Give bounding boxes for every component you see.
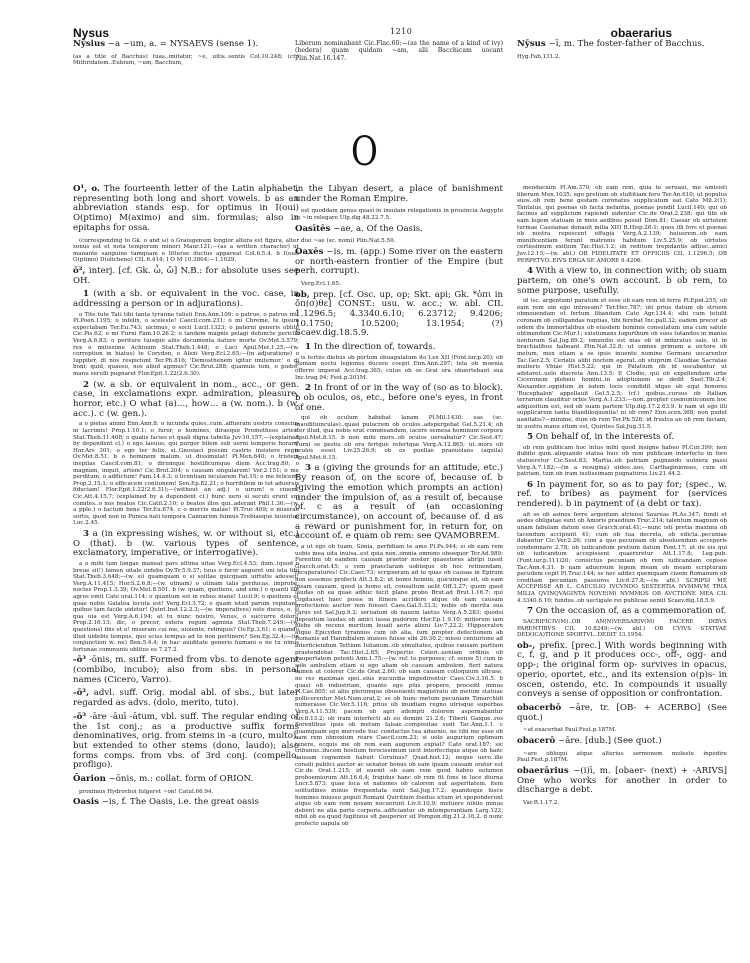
citations: a o pietas animi Enn.Ann.8; o iucunda quies..cum..affueram uestris conscius in lacrimis! Prop.1.10.1; o furor, o homines, diraeque Prometheos artes! Stat.Theb.11.468; o qualis facies et quali digna tabella Juv.10.157;—(explained by dependent cl.) o ego laeuus, qui purgor bilem sub uerni temporis horam! Hor.Ars 301; o ego ter felix, si..Gnosiaci possim castris insistere regis Ov.Met.8.51. b o hominem malum, ut dissimulat! Pl.Men.640; o tristem ineptias Caecil.com.81; o dirumque hostificumque diem Acc.trag.80; o magnam, inquit, artem! Cic.Brut.204; o causam singularem! Ver.2.151; o me perditum, o adflictum! Fam.14.4.3; o licentiam iocularem Fat.15; o me felicem! Prop.2.15.1; o efficacem contionem! Sen.Ep.82.21; o horribilem in tot aduersis fiduciam! Flor.Epit.1.22(2.6.31);—(without an adj.) o uirum! o ciuem! Cic.Att.4.15.7; (explained by a dependent cl.) hunc uero si secuti erunt sui comites..o nos beatos Cic.Catil.2.10; o beatos illos qui..aderant Phil.1.36;—(w. a pple.) o factum bene Ter.Eu.674. c o mercis malae! Pl.Truc.409; o miserae sortis, quod non in Punica nati tempora Cannarum fuimus Trebiaeque iuuentus Luc.2.45. <box>73 421 299 527</box>
definition: ~a ~um, a. = NYSAEVS (sense 1). <box>105 39 259 49</box>
definition: interj. [cf. Gk. ὦ, ὤ] N.B.: for absolute uses see OH. <box>73 265 299 286</box>
sense-number: 1 <box>83 289 89 300</box>
sense-number: 3 <box>305 463 311 474</box>
headword: ō², <box>73 265 86 276</box>
sense-7 <box>517 607 727 617</box>
entry-oarion <box>73 775 299 785</box>
top-column-2 <box>295 40 503 65</box>
sense-2 <box>295 384 503 413</box>
citations: qui ob oculum habebat lanam Pl.Mil.1430; eas (sc. inauditiunculas)..quasi pulucrem ob oculos..adspergebat Gel.5.21.4; ob iter illud, qua nobis erat commeandum, iacere semesa hominum corpora Apul.Met.8.15. b non mihi mors..ob oculos uersabatur? Cic.Sest.47; Turni se pestis ob ora fertque refertque Verg.A.12.865; ut..mors ob oculos esset Liv.25.26.9; ob os puellae praeuolans (aquila) Apul.Met.6.15. <box>295 415 503 461</box>
citations: Liberum nominabant Cic.Flac.60;—(as the name of a kind of ivy) (hedera) quam quidam ~am, alii Bacchicam uocant Plin.Nat.16.147. <box>295 40 503 62</box>
sense-number: 1 <box>305 342 311 353</box>
sense-number: 7 <box>527 606 533 617</box>
sense-text: In front of or in the way of (so as to block). b ob oculos, os, etc., before one's eyes, in front of one. <box>295 383 503 413</box>
entry-o-verbal-suffix <box>73 713 299 771</box>
headword: Oasītēs <box>295 223 331 234</box>
top-column-3 <box>517 40 727 63</box>
entry-ob-prefix <box>517 642 727 700</box>
column-1 <box>73 185 299 812</box>
oasis-continuation: in the Libyan desert, a place of banishment under the Roman Empire. <box>295 184 503 204</box>
sense-3 <box>73 530 299 559</box>
sense-1 <box>295 343 503 353</box>
sense-3 <box>295 464 503 542</box>
citations: a ut ego ob tuam, Simia, perfidiam te amo Pl.Ps.944; si ob eam rem uobis mea uita inuisa..est quia non..omnia omnino obsequor Ter.Ad.989; Ferentini ob eandem causam praetor noster quaestores abripi iussit Gracch.orat.45; o rem praeclaram uobisque ob hoc retinendam, recuperatores! Cic.Caec.73; scripseram ad te quas ob causas in Epirum non essemus profecti Att.3.8.2; ut homo homini, quicumque sit, ob eam ipsam causam, quod is homo sit, consultum uelit Off.3.27; quem quod laudas ob ea quae adhuc fecit plane probo Brut.ad Brut.1.16.7; qui cogitasset haec posse in itinere accidere atque ob eam causam profectionis auctor non fuisset Caes.Gal.5.33.2; nobis ob merita sua carus est Sal.Jug.9.2; seruatum ob nauem laetus Verg.A.5.283; quodsi depositum laudas ob amici iussa pudorem Hor.Ep.1.9.10; mitiorem iam plebe ob recens meritum leuati aeris alieni Liv.7.22.2; Hippocraten atque Epicyden tyrannos cum ob alia, tum propter defectionem ab Romanis ad Hannibalem inuisos fuisse sibi 26.30.2; misso centurione ad interficiendum Tettium Iulianum..ob simultates, quibus causam partium praetendebat Tac.Hist.2.85; Propertio Celeri..ueniam ordinis ob paupertatem petenti Ann.1.75;—(w. ref. to purposes; cf. sense 5) cum in sole ambulem etiam si ego aliam ob causam ambulem, fieri natura tamen ut colorer Cic.de Orat.2.60; ob eam causam colloquium ultrase, ne res maximae spei..eius iracundia impedirentur Caes.Civ.3.16.5. b quasi ob industriam, quanto ego plus propero, procedit minus Pl.Cas.805; ut aliis plerumque obuenienti magistratu ob metum statuae pollicerentur Met.Num.orat.2; se ob hunc metum pecuniam Timarchidi numerasse Cic.Ver.5.116; prius ob inuidiam regno utrisque superbas Verg.A.11.539; pacem ob agri adempti dolorem aspernabantur Liv.8.13.2; ob iram interfecti ab eo domini 21.2.6; Tiberii Gaique..res florentibus ipsis ob metum falsae..compositae sunt Tac.Ann.1.1. c quamquam ego mercede huc conductus tua aduenio, ne tibi me esse ob eam rem obnoxium reare Caecil.com.23; si uolo augurium optimum tenere, ecquis me ob rem eam augurem expiat? Cato orat.187; sic tribunus..ducem hostium ferocissimum uicit interfecitque atque ob hanc causam cognomen habuit Coruinus? Quad.hist.12; neque uero..ille consili publici auctor ac senator bonus ob eam ipsam causam orator est Cic.de Orat.1.215; id euenit ob eam rem quod habeo uolumen proboemiorum Att.16.6.4; frigidus hanc ob rem fit fons in luce diurna Lucr.5.873; quae loca et nationes ob calorem aut asperitatem, item solitudines minus frequentata sunt Sal.Jug.17.2; quandoque hisce homines iniussu populi Romani Quiritium foedus ictum iri spoponderunt atque ob eam rem noxam nocuerunt Liv.9.10.9; metuere nihilo minus debent ne alia parte corporis..adficiantur ob intemperantiam Larg.122; nihil ob ea quod fugitiuus sit pauperior sit Pompon.dig.21.2.16.2. d nunc profecto uapula ob <box>295 544 503 828</box>
section-letter-heading: O <box>351 129 378 175</box>
definition: ~(i)ī, m. [obaer- (next) + -ARIVS] One who works for another in order to discharge a debt. <box>517 765 727 796</box>
citations: ~at exacerbat Paul.Fest.p.187M. <box>523 727 617 734</box>
definition: -āre -āuī -ātum, vbl. suff. The regular ending of the 1st conj.; as a productive suffix forms denominatives, orig. from stems in -a (curo, multo), but extended to other stems (dono, laudo); also forms comps. from vbs. of 3rd conj. (compello, profligo). <box>73 711 299 771</box>
sense-number: 4 <box>527 266 533 277</box>
citations: duo ~ae (sc. nomi) Plin.Nat.5.50. <box>301 238 396 245</box>
citations: mendacium Pl.Am.370; ob eam rem, quia te seruaui, me amisisti liberum Men.1035; ego pretium ob stultitiam fero Ter.An.610; ut populus suos..ob rem bene gestam coronatus supplicatum eat Cato Mil.2(1); Tantalus, qui poenas ob facta nefantia, poenas pendit Lucil.140; qui ob facinus ad supplicium rapiendi uidentur Cic.de Orat.2.238; qui tibi ob eam legem statuam in meis aedibus posuit Dom.81; Caesar ob uirtutem turmae Cassianae donauit milia XIII B.Hisp.26.1; quos illi fors et poenas ob nostra reposcent effugia Verg.A.2.139; huiusrem..ob eam munificentiam ferunt matronis habitum Liv.5.25.9; ob uirtutes certissimum exitium Tac.Hist.1.2; ob reditum trepidantis adhuc..amici Juv.12.15;—(w. abl.) OB FIDELITATE ET OFFICIIS CIL 1.1296.5; OB PERPETVO..EIVS ERGA SE AMORE 9.4206. <box>517 185 727 264</box>
headword: -ō², <box>73 688 90 699</box>
headword: obacerō <box>517 735 556 746</box>
sense-number: 5 <box>527 432 533 443</box>
definition: prefix. [prec.] With words beginning with c, f, g, and p it produces occ-, off-, ogg- and opp-; the original form op- survives in opacus, operio, oportet, etc., and its extension o(p)s- in oscen, ostendo, etc. In compounds it usually conveys a sense of opposition or confrontation. <box>517 640 727 700</box>
headword: obaerārius <box>517 765 569 776</box>
sense-text: With a view to, in connection with; ob suam partem, on one's own account. b ob rem, to some purpose, usefully. <box>517 266 727 296</box>
definition: ~āre, tr. [OB- + ACERBO] (See quot.) <box>517 702 727 723</box>
headword: Ōarion <box>73 774 106 785</box>
definition: ~ī, m. The foster-father of Bacchus. <box>545 39 705 49</box>
sense-text: On the occasion of, as a commemoration of. <box>532 606 727 617</box>
entry-o2-interj <box>73 267 299 286</box>
guide-word-left: Nysus <box>73 26 110 40</box>
sense-text: a (in expressing wishes, w. or without si, etc.) O (that). b (w. various types of sentence, exclamatory, imperative, or interrogative). <box>73 528 299 559</box>
column-2 <box>295 185 503 831</box>
citations: Var.R.1.17.2. <box>523 799 560 806</box>
definition: ~ae, a. Of the Oasis. <box>330 223 423 234</box>
sense-1 <box>73 290 299 309</box>
entry-obaerarius <box>517 767 727 796</box>
citations: ~are obloqui atque alterius sermonem moleste inpedire Paul.Fest.p.187M. <box>517 750 727 764</box>
sense-text: In payment for, so as to pay for; (spec., w. ref. to bribes) as payment for (services rendered). b in payment of (a debt or tax). <box>517 479 727 510</box>
sense-2 <box>73 381 299 420</box>
entry-nysius <box>73 40 299 50</box>
sense-text: a (giving the grounds for an attitude, etc.) By reason of, on the score of, because of. b (giving the emotion which prompts an action) under the impulsion of, as a result of, because of. c as a result of (an occasioning circumstance), on account of, because of. d as a reward or punishment for, in return for, on account of. e quam ob rem: see QVAMOBREM. <box>295 463 503 542</box>
entry-ob-prep <box>295 291 503 340</box>
entry-oasis <box>73 798 299 808</box>
definition: ~āre. [dub.] (See quot.) <box>555 735 662 746</box>
entry-oasites <box>295 225 503 235</box>
entry-oaxes <box>295 248 503 277</box>
entry-o-noun-suffix <box>73 656 299 685</box>
sense-number: 2 <box>83 379 89 390</box>
definition: The fourteenth letter of the Latin alphabet, representing both long and short vowels. b as an abbreviation stands esp. for optimus in I(oui) O(ptimo) M(aximo) and sim. formulas; also in epitaphs for ossa. <box>73 184 300 233</box>
citations: ob rem publicam hoc intus mihi quod insigne habeo Pl.Cur.399; non dubito quin..aliquando statua huic ob rem publicam interfecto in foro statueretur Cic.Sest.83; Martia..ob patriam pugnando uulnera passi Verg.A.7.182;—(in a resugma) uideo..uos, Carthaginienses, cum ob patriam, tum ob iram iustissimam pugnaturos Liv.21.44.2. <box>517 444 727 478</box>
citations: Hyg.Fab.131.2. <box>517 53 561 60</box>
column-3 <box>517 185 727 810</box>
citations: a o mihi tum longae maneat pars ultima uitae Verg.Ecl.4.53; dum..(quod o breue sit!) lumen uitale uidebo Ov.Tr.5.9.37; tuus o furor auguret uni ista tibi Stat.Theb.3.648;—(w. si) quamquam o si solitae quicquam uirtutis adesset! Verg.A.11.415; Hor.S.2.6.8;—(w. utinam) o utinam talis perducas, improbe, noctes Prop.1.3.39; Ov.Met.8.501. b (w. quam, quotiens, and sim.) o quanti ille agros emit Cato orat.114; o quantum est in rebus inane! Lucil.9; o quotiens et quae nobis Galatea locuta est! Verg.Ecl.3.72; o quam istud parum reputant, quibus tam facile uidetur! Quint.Inst.12.2.3;—(w. imperatives) este duces, o, si qua uia est Verg.A.6.194; at tu nunc nostro, Venus, o succurre dolori! Prop.2.16.13; dic, o precor, extera regum agmina Stat.Theb.7.249;—(w. questions) ibis et o! miseram cui me, uiolente, relinquis? Ov.Ep.3.61; o quando illud uidebis tempus, quo scies tempus ad te non pertinere? Sen.Ep.32.4;—(in conjunction w. ne) Ben.5.4.4; in hac auiditate generis humani o ne tu nimis fortunae communis oblitus es 7.27.2. <box>73 561 299 653</box>
sense-number: 3 <box>83 528 89 539</box>
citations: (corresponding to Gk. o and ω) o Graiugenum longior altera est figura, alter sonus est et nota temporum minori Maur.121;—(as a written character) ut manante sanguine tamquam o litterae ductus appareat Col.6.5.4. b I(oui) O(ptimo) D(olicheno) CIL 6.414; I O M 10.3804;—1.1029. <box>73 237 299 264</box>
entry-nysus <box>517 40 727 50</box>
definition: ~is, m. (app.) Some river on the eastern or north-eastern frontier of the Empire (but perh. corrupt). <box>295 246 503 277</box>
citations: id (sc. argentum) paratum et esse ob eam rem id ferre Pl.Epid.255; ob eam rem uin ego introeam? Ter.Hec.787; uti prius datum ob struem obmouendam et fertum libandum Cato Agr.134.4; sibi cum tetulit coronam ob colligandas nuptias, tibi ferebat Inc.pall.32; eadem precor ab isdem dis immortalibus ob eiusdem hominis consulatum una cum salute obtinendum Cic.Mur.1; existumans Iugurthum ob suos tutandos in manus uenturum Sal.Jug.89.2; emundio est mas ob id induratus sale, ut in brachialibus habeant Plin.Nat.32.8; ut omnes primum a uictore ob metum, mox etiam a se ipsis inuento nomine Germani uocarentur Tac.Ger.2.5; Cerialis alibi noctem egerat..ob stuprum Claudiae Sacratae mulieris Vbiae Hist.5.22; qui in Palatium ob id uocabantur ut adstaret..uelo discreta Ann.13.5; P. Clodio, qui ob expellendum urbe Ciceronem plebeio homini..in adoptionem se dedit Suet.Tib.2.4; Alexander..oppidum in isdem locis condidit idque ob equi honores 'Bucephalon' appellauit Gel.5.2.5; (cf.) quibus..cursus ob Italiam terrarum clauditur orbis Verg.A.1.233;—non..propter coemuniiconem hoc adquisitum est, sed ob suam partem Ulp.dig.17.2.63.9. b nam ut ego illi supplicarem tanta blandiloquentia! ni ob rem? Enn.scen.368; non pudet uanitatis?—minime, dum ob rem Ter.Ph.526; id frustra an ob rem faciam, in uostra manu situm est, Quirites Sal.Jug.31.5. <box>517 298 727 430</box>
definition: ~ōnis, m.: collat. form of ORION. <box>105 774 254 785</box>
sense-4 <box>517 267 727 296</box>
sense-text: On behalf of, in the interests of. <box>532 432 675 443</box>
headword: obacerbō <box>517 702 562 713</box>
definition: -ōnis, m. suff. Formed from vbs. to denote agent (combibo, incubo); also from sbs. in personal names (Cicero, Varro). <box>73 655 299 685</box>
sense-text: (with a sb. or equivalent in the voc. case, in addressing a person or in adjurations). <box>73 289 299 309</box>
citations: (as a title of Bacchus) tuas..imitatur, ~e, uitis..sentis Col.10.248; (cf.) Mithridatem..Eubium, ~um, Bacchum, <box>73 53 299 67</box>
headword: ob-, <box>517 640 536 651</box>
guide-word-right: obaerarius <box>610 26 672 40</box>
definition: advl. suff. Orig. modal abl. of sbs., but later regarded as advs. (dolo, merito, tuto). <box>73 688 299 709</box>
citations: Verg.Ecl.1.65. <box>301 281 341 287</box>
sense-6 <box>517 481 727 510</box>
headword: -ō³ <box>73 711 87 722</box>
top-column-1 <box>73 40 299 70</box>
headword: ob, <box>295 289 310 300</box>
page-number: 1210 <box>390 27 413 36</box>
headword: Oasis <box>73 797 99 808</box>
headword: -ō³ <box>73 655 87 666</box>
sense-number: 2 <box>305 383 311 394</box>
citations: proximus Hydrochoi fulgeret ~on! Catul.66.94. <box>79 788 214 795</box>
headword: Nȳsius <box>73 39 106 49</box>
headword: Nȳsus <box>517 39 546 49</box>
sense-text: In the direction of, towards. <box>310 342 436 353</box>
citations: ait se ob asinos ferre argentum atriensi Saureas Pl.As.347; fundi et aedes obligatae sunt ob Amoris praedium Truc.214; talentum magnum ob unam fabulam datum esse Gracch.orat.41;—nunc isti pretia maxima ob tacendum accipiunt 41; cum ob tua decreta, ob edicta..pecuniae dabantur Cic.Ver.2.26; cum a quo pecuniam ob absoluendum acceperis condemnare 2.78; ob iudicandum pretium datum Font.17; ut de eis qui ob iudicandum accepissent quaereretur Att.1.17.8; Leg.pub.(Font.iur.p.111)20; conuictus pecuniam ob rem iudicandam cepisse Tac.Ann.4.31. b nam aduersum legem meam ob meam scripturam pecudem cepit Pl.Truc.144; se nec addici quemquam ciuem Romanum ob creditam pecuniam passuros Liv.6.27.8;—(w. abl.) SCRIPSI ME ACCEPISSE AB L. CAECILIO IVCVNDO SESTERTIA NVMMVM TRIA MILIA QVINQVAGINTA NOVE(M) NVMMOS OB AVCTIONE MEA CIL 4.3340.6.10; fundus..ob uectigale rei publicae ueniit Scaev.dig.18.5.9. <box>517 511 727 604</box>
sense-text: (w. a sb. or equivalent in nom., acc., or gen. case, in exclamations expr. admiration, pleasure, horror, etc.) O what (a)…, how… a (w. nom.). b (w. acc.). c (w. gen.). <box>73 379 299 419</box>
citations: SACRIFICIV(M)..OB AN(N)VERSARIV(M) FACERE DIBVS PARENTIBVS CIL 10.8249;—(w. abl.) OB CVIVS STATVAE DED(ICA)TIONE SPORTVL..DEDIT 13.1954. <box>517 618 727 639</box>
sense-5 <box>517 433 727 443</box>
entry-obacero <box>517 737 727 747</box>
citations: o Tite tute Tati tibi tanta tyranne tulisti Enn.Ann.109; o patrue, o patrue mi! Pl.Poen.1195; o infelix, o sceleste! Caecil.com.231; o mi Chreme, te ipsum expectabam Ter.Eu.743; uicimus, o socii Lucil.1323; o paterni generis oblite Cic.Pis.62; o mi Furni Fam.10.26.2; o tandem magnis pelagi defuncte periclis Verg.A.6.83; o periture tuisque aliis documenta dature morte Ov.Met.3.579; rex o mitissime Achiuum Stat.Theb.1.448; o Luci Apul.Met.1.25;—(w. correption in hiatus) te Corydon, o Alexi Verg.Ecl.2.65;—(in adjurations) o Iuppiter, di nos respiciunt Ter.Ph.816; 'Demosthenem igitur imitemur.' o di boni; quid, quaeso, nos aliud agimus? Cic.Brut.288; quamuis tum, o pudor, manu serulli pugnaret Flor.Epit.1.22(2.6.30). <box>73 311 299 378</box>
definition: prep. [cf. Osc. up, op; Skt. api; Gk. *ὀπι in ὄπ(σ)θε] CONST.: usu. w. acc.; w. abl. CIL 1.1296.5; 4.3340.6.10; 6.23712; 9.4206; 10.1750; 10.5200; 13.1954; (?) Scaev.dig.18.5.9. <box>295 289 503 339</box>
definition: ~is, f. The Oasis, i.e. the great oasis <box>99 797 259 808</box>
entry-o-adverbial-suffix <box>73 689 299 708</box>
entry-obacerbo <box>517 704 727 723</box>
headword: Oaxēs <box>295 246 324 257</box>
sense-number: 6 <box>527 479 533 490</box>
headword: O¹, o. <box>73 184 100 194</box>
citations: is tertiis diebus ob portum obuagulatum ito Lex XII (Font.iur.p.20); ob Romam noctu legiones ducere coepit Enn.Ann.297; tela ob moenia offerre imperat Acc.trag.365; culus ob os Grai ora obuertebant sua Inc.trag.94; Fest.p.201M. <box>295 354 503 381</box>
entry-O1 <box>73 185 299 234</box>
citations: est quoddam genus quasi in insulam relegationis in prouincia Aegypto in ~in relegare Ulp.dig.48.22.7.5. <box>295 208 503 221</box>
